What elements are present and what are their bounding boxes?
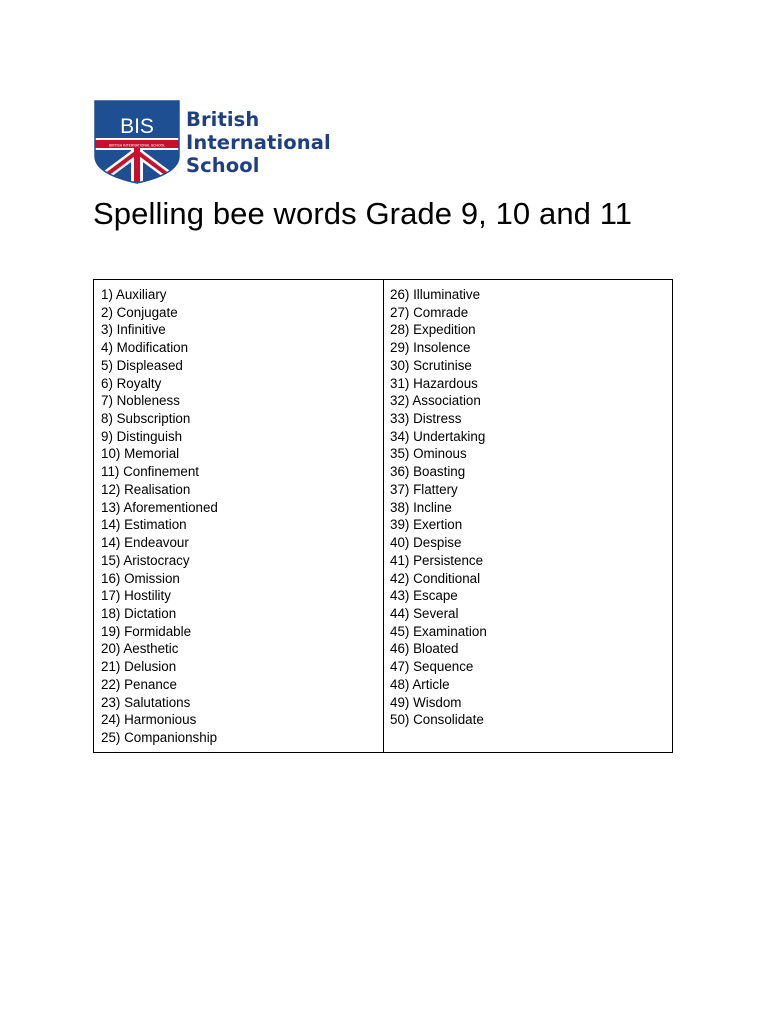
word-item: 4) Modification — [101, 340, 189, 356]
word-item: 8) Subscription — [101, 411, 191, 427]
word-item: 2) Conjugate — [101, 304, 178, 320]
word-item: 1) Auxiliary — [101, 287, 167, 302]
document-title: Spelling bee words Grade 9, 10 and 11 — [93, 196, 633, 231]
word-item: 44) Several — [390, 605, 459, 621]
word-item: 16) Omission — [101, 570, 180, 586]
school-crest-icon — [94, 100, 180, 184]
spelling-words-table — [93, 279, 673, 753]
word-item: 36) Boasting — [390, 464, 466, 480]
word-item: 6) Royalty — [101, 375, 162, 391]
word-item: 14) Estimation — [101, 517, 187, 533]
word-item: 20) Aesthetic — [101, 641, 179, 657]
word-item: 7) Nobleness — [101, 393, 180, 409]
word-item: 33) Distress — [390, 411, 462, 427]
crest-small-text: BRITISH INTERNATIONAL SCHOOL — [108, 143, 166, 148]
word-item: 25) Companionship — [101, 729, 218, 745]
word-item: 28) Expedition — [390, 322, 476, 338]
word-item: 45) Examination — [390, 623, 487, 639]
word-item: 32) Association — [390, 393, 481, 409]
word-item: 43) Escape — [390, 588, 458, 604]
word-item: 5) Displeased — [101, 357, 183, 373]
word-item: 37) Flattery — [390, 481, 458, 497]
word-item: 49) Wisdom — [390, 694, 462, 710]
word-item: 12) Realisation — [101, 481, 191, 497]
word-item: 31) Hazardous — [390, 375, 478, 391]
word-item: 27) Comrade — [390, 304, 469, 320]
word-item: 21) Delusion — [101, 659, 177, 675]
word-item: 50) Consolidate — [390, 712, 484, 728]
school-name — [186, 108, 331, 177]
word-item: 30) Scrutinise — [390, 357, 472, 373]
crest-abbreviation: BIS — [120, 115, 154, 138]
word-item: 10) Memorial — [101, 446, 180, 462]
word-item: 41) Persistence — [390, 552, 484, 568]
word-item: 11) Confinement — [101, 464, 200, 480]
school-name-line-3: School — [186, 153, 260, 177]
word-item: 38) Incline — [390, 499, 452, 515]
word-item: 26) Illuminative — [390, 287, 481, 302]
word-item: 24) Harmonious — [101, 712, 197, 728]
word-item: 39) Exertion — [390, 517, 463, 533]
word-item: 34) Undertaking — [390, 428, 486, 444]
word-column-right — [384, 280, 672, 752]
word-item: 15) Aristocracy — [101, 552, 190, 568]
word-item: 22) Penance — [101, 676, 177, 692]
word-item: 42) Conditional — [390, 570, 481, 586]
word-item: 9) Distinguish — [101, 428, 183, 444]
school-logo — [93, 97, 333, 187]
word-item: 40) Despise — [390, 535, 462, 551]
school-name-line-2: International — [186, 130, 331, 154]
word-item: 17) Hostility — [101, 588, 171, 604]
word-item: 29) Insolence — [390, 340, 471, 356]
word-item: 23) Salutations — [101, 694, 191, 710]
word-item: 14) Endeavour — [101, 535, 189, 551]
word-item: 35) Ominous — [390, 446, 467, 462]
word-item: 47) Sequence — [390, 659, 474, 675]
word-item: 19) Formidable — [101, 623, 192, 639]
word-item: 48) Article — [390, 676, 450, 692]
word-item: 13) Aforementioned — [101, 499, 218, 515]
school-name-line-1: British — [186, 107, 260, 131]
word-column-left — [94, 280, 384, 752]
word-item: 18) Dictation — [101, 605, 177, 621]
word-item: 46) Bloated — [390, 641, 459, 657]
word-item: 3) Infinitive — [101, 322, 166, 338]
